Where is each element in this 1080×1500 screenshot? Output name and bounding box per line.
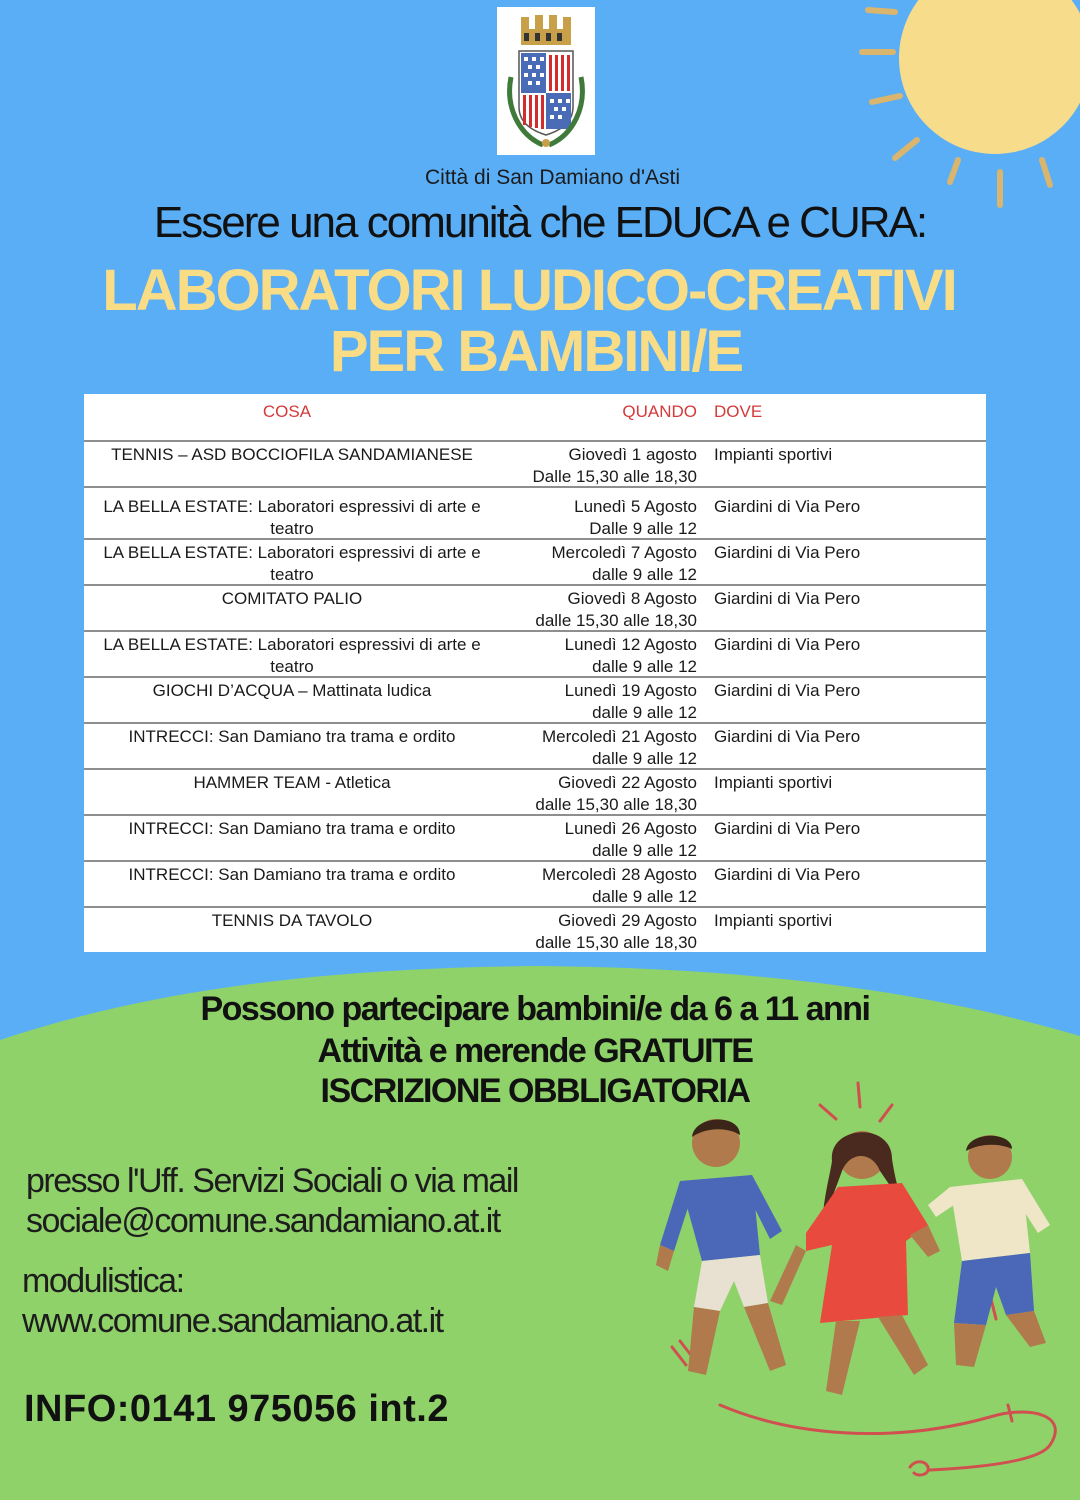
cell-quando-day: Lunedì 5 Agosto: [574, 497, 697, 516]
cell-quando-day: Mercoledì 28 Agosto: [542, 865, 697, 884]
cell-dove: Giardini di Via Pero: [714, 497, 861, 516]
note-age: Possono partecipare bambini/e da 6 a 11 anni: [200, 990, 870, 1028]
cell-dove: Impianti sportivi: [714, 773, 833, 792]
boy-blue-shirt-figure: [656, 1119, 786, 1375]
headline: Essere una comunità che EDUCA e CURA:: [153, 198, 927, 247]
table-row: [84, 908, 986, 952]
table-row: [84, 442, 986, 488]
cell-quando: [504, 496, 697, 540]
cell-cosa: INTRECCI: San Damiano tra trama e ordito: [128, 865, 456, 884]
running-children-illustration: [610, 1075, 1080, 1500]
cell-quando-time: dalle 9 alle 12: [592, 565, 697, 584]
cell-cosa: COMITATO PALIO: [221, 589, 363, 608]
cell-cosa: INTRECCI: San Damiano tra trama e ordito: [128, 819, 456, 838]
table-row: [84, 816, 986, 862]
table-header: [84, 394, 986, 442]
cell-quando-day: Giovedì 1 agosto: [568, 445, 697, 464]
cell-quando-day: Giovedì 8 Agosto: [567, 589, 697, 608]
cell-quando: [504, 542, 697, 586]
city-name: Città di San Damiano d'Asti: [425, 166, 680, 189]
header-quando: QUANDO: [622, 402, 697, 421]
cell-quando-time: dalle 9 alle 12: [592, 887, 697, 906]
cell-cosa: TENNIS DA TAVOLO: [211, 911, 373, 930]
cell-dove: Impianti sportivi: [714, 911, 833, 930]
cell-quando-time: Dalle 9 alle 12: [589, 519, 697, 538]
cell-cosa: LA BELLA ESTATE: Laboratori espressivi di arte e teatro: [103, 543, 481, 584]
cell-quando-day: Giovedì 22 Agosto: [558, 773, 697, 792]
cell-quando: [504, 444, 697, 488]
cell-quando: [504, 680, 697, 724]
cell-quando: [504, 634, 697, 678]
girl-red-dress-figure: [770, 1131, 940, 1395]
info-phone: INFO:0141 975056 int.2: [24, 1388, 449, 1430]
cell-quando-day: Lunedì 19 Agosto: [564, 681, 697, 700]
city-coat-of-arms: [497, 7, 595, 155]
table-row: [84, 632, 986, 678]
title-line-2: PER BAMBINI/E: [329, 319, 743, 384]
cell-dove: Giardini di Via Pero: [714, 819, 861, 838]
contact-office: presso l'Uff. Servizi Sociali o via mail: [26, 1162, 518, 1200]
cell-quando: [504, 726, 697, 770]
table-row: [84, 586, 986, 632]
cell-quando-time: dalle 9 alle 12: [592, 703, 697, 722]
cell-quando-time: dalle 9 alle 12: [592, 841, 697, 860]
cell-cosa: LA BELLA ESTATE: Laboratori espressivi di arte e teatro: [103, 497, 481, 538]
modulistica-label: modulistica:: [22, 1262, 184, 1300]
cell-quando: [504, 588, 697, 632]
cell-quando-day: Lunedì 26 Agosto: [564, 819, 697, 838]
cell-dove: Giardini di Via Pero: [714, 589, 861, 608]
cell-dove: Giardini di Via Pero: [714, 681, 861, 700]
note-registration: ISCRIZIONE OBBLIGATORIA: [320, 1072, 750, 1110]
cell-quando: [504, 864, 697, 908]
cell-dove: Impianti sportivi: [714, 445, 833, 464]
title-line-1: LABORATORI LUDICO-CREATIVI: [102, 258, 956, 323]
website-link[interactable]: www.comune.sandamiano.at.it: [22, 1302, 443, 1340]
table-row: [84, 540, 986, 586]
cell-quando: [504, 910, 697, 954]
contact-email-link[interactable]: sociale@comune.sandamiano.at.it: [26, 1202, 500, 1240]
cell-dove: Giardini di Via Pero: [714, 543, 861, 562]
cell-dove: Giardini di Via Pero: [714, 635, 861, 654]
cell-quando-time: dalle 9 alle 12: [592, 749, 697, 768]
cell-quando-time: dalle 15,30 alle 18,30: [535, 611, 697, 630]
cell-quando-day: Giovedì 29 Agosto: [558, 911, 697, 930]
cell-cosa: TENNIS – ASD BOCCIOFILA SANDAMIANESE: [111, 445, 473, 464]
cell-quando-time: Dalle 15,30 alle 18,30: [532, 467, 697, 486]
header-cosa: COSA: [262, 402, 312, 421]
table-row: [84, 770, 986, 816]
cell-quando-day: Mercoledì 21 Agosto: [542, 727, 697, 746]
cell-cosa: LA BELLA ESTATE: Laboratori espressivi di arte e teatro: [103, 635, 481, 676]
boy-cream-shirt-figure: [928, 1135, 1050, 1367]
cell-quando-time: dalle 15,30 alle 18,30: [535, 795, 697, 814]
table-row: [84, 724, 986, 770]
cell-cosa: INTRECCI: San Damiano tra trama e ordito: [128, 727, 456, 746]
schedule-table: [84, 394, 986, 952]
cell-quando-day: Lunedì 12 Agosto: [564, 635, 697, 654]
cell-quando-time: dalle 15,30 alle 18,30: [535, 933, 697, 952]
header-dove: DOVE: [714, 402, 763, 421]
cell-quando: [504, 772, 697, 816]
cell-cosa: HAMMER TEAM - Atletica: [193, 773, 391, 792]
table-row: [84, 494, 986, 540]
cell-quando-time: dalle 9 alle 12: [592, 657, 697, 676]
cell-quando: [504, 818, 697, 862]
table-row: [84, 678, 986, 724]
cell-cosa: GIOCHI D’ACQUA – Mattinata ludica: [152, 681, 432, 700]
note-free: Attività e merende GRATUITE: [317, 1032, 753, 1070]
cell-dove: Giardini di Via Pero: [714, 865, 861, 884]
cell-dove: Giardini di Via Pero: [714, 727, 861, 746]
cell-quando-day: Mercoledì 7 Agosto: [551, 543, 697, 562]
table-row: [84, 862, 986, 908]
